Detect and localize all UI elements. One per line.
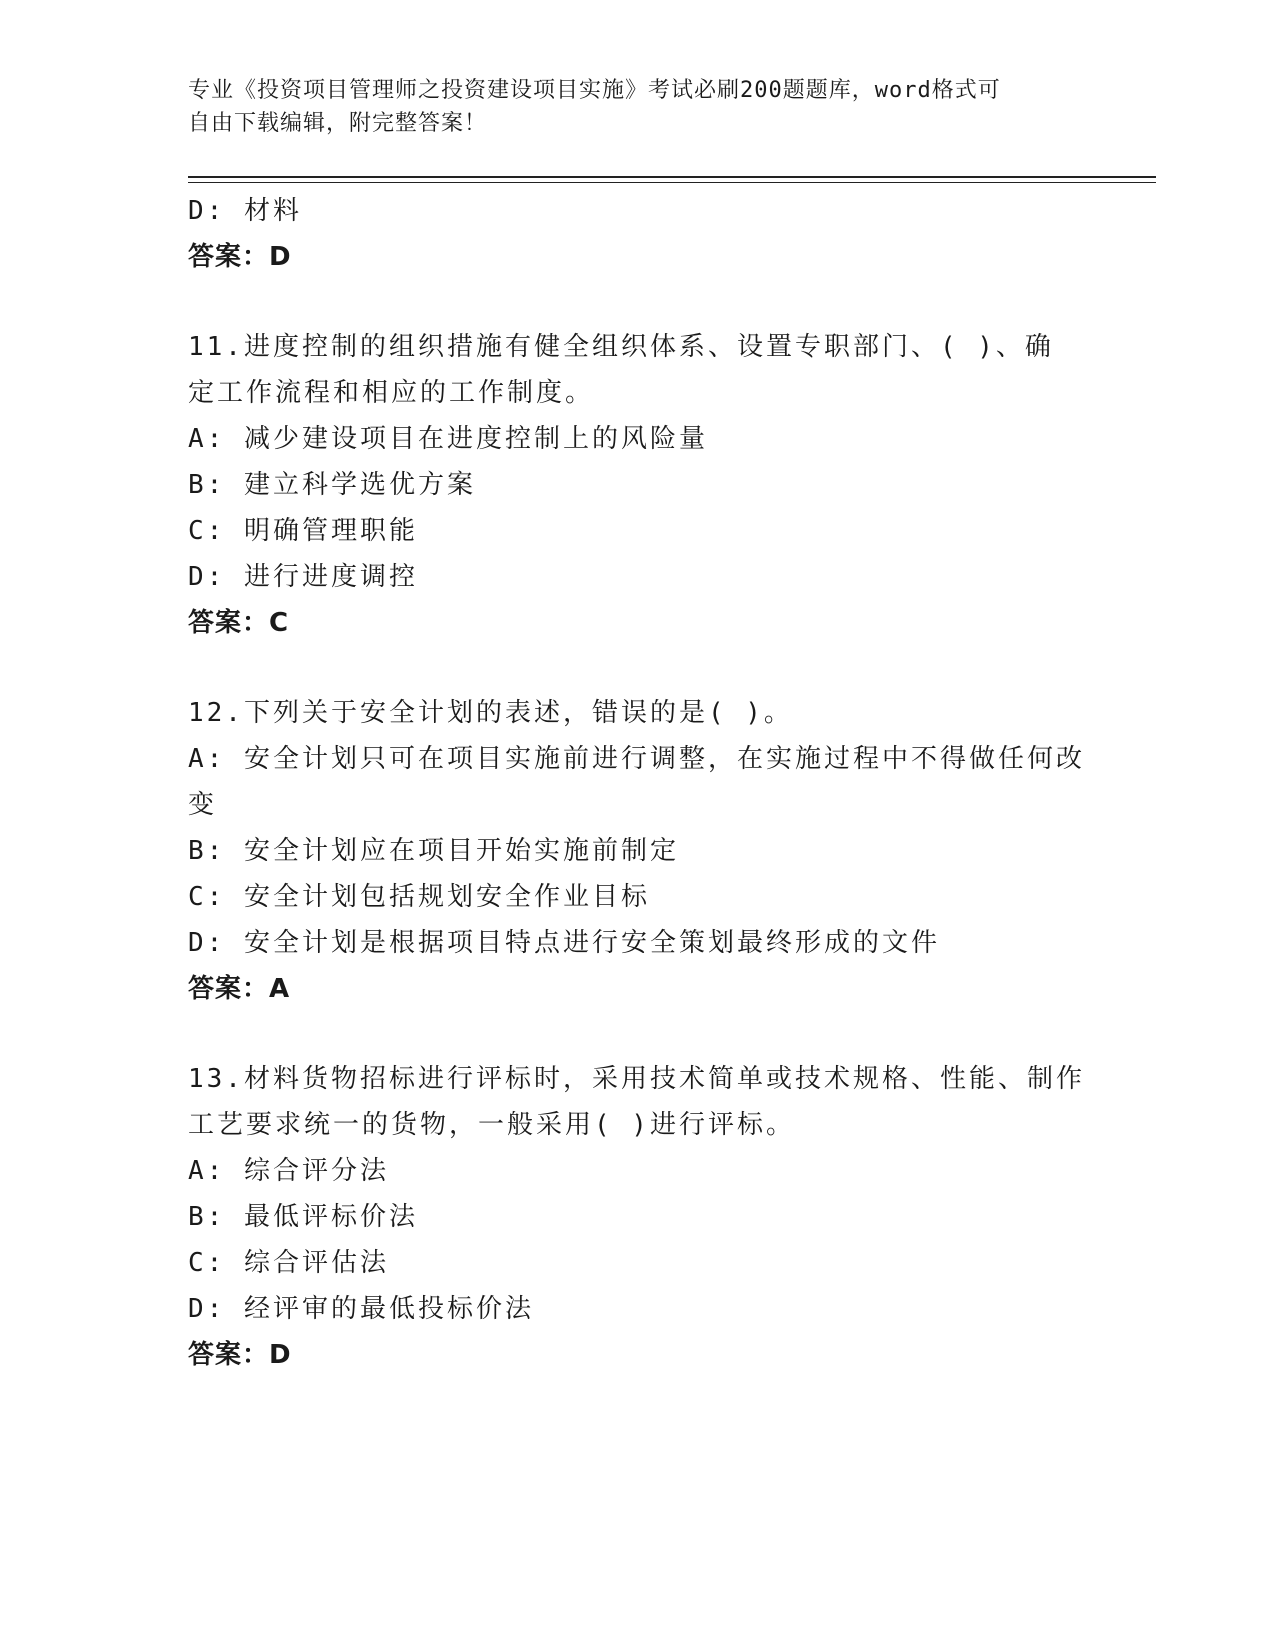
header-line-1: 专业《投资项目管理师之投资建设项目实施》考试必刷200题题库，word格式可 [188,78,1001,103]
option-d: D: 经评审的最低投标价法 [188,1294,534,1324]
option-a-line-2: 变 [188,790,218,820]
answer: 答案：A [188,974,291,1004]
question-stem-line-2: 工艺要求统一的货物，一般采用( )进行评标。 [188,1110,795,1140]
option-a: A: 综合评分法 [188,1156,389,1186]
option-c: C: 综合评估法 [188,1248,389,1278]
previous-question-tail [188,188,1088,280]
option-d: D: 安全计划是根据项目特点进行安全策划最终形成的文件 [188,928,940,958]
option-d: D: 材料 [188,196,302,226]
header-line-2: 自由下载编辑，附完整答案！ [188,111,488,136]
option-b: B: 建立科学选优方案 [188,470,476,500]
header-divider-thick [188,176,1156,178]
question-stem-line-1: 11.进度控制的组织措施有健全组织体系、设置专职部门、( )、确 [188,332,1054,362]
header-divider-thin [188,182,1156,183]
option-a: A: 减少建设项目在进度控制上的风险量 [188,424,708,454]
question-stem-line-1: 13.材料货物招标进行评标时，采用技术简单或技术规格、性能、制作 [188,1064,1085,1094]
question-stem-line-2: 定工作流程和相应的工作制度。 [188,378,595,408]
answer: 答案：D [188,242,292,272]
question-11 [188,324,1088,646]
question-12 [188,690,1088,1012]
option-b: B: 安全计划应在项目开始实施前制定 [188,836,679,866]
answer: 答案：D [188,1340,292,1370]
document-header [188,74,1088,140]
option-c: C: 明确管理职能 [188,516,418,546]
answer: 答案：C [188,608,290,638]
option-c: C: 安全计划包括规划安全作业目标 [188,882,650,912]
question-stem-line-1: 12.下列关于安全计划的表述，错误的是( )。 [188,698,793,728]
question-list [188,188,1088,1378]
option-d: D: 进行进度调控 [188,562,418,592]
question-13 [188,1056,1088,1378]
option-a-line-1: A: 安全计划只可在项目实施前进行调整，在实施过程中不得做任何改 [188,744,1085,774]
option-b: B: 最低评标价法 [188,1202,418,1232]
